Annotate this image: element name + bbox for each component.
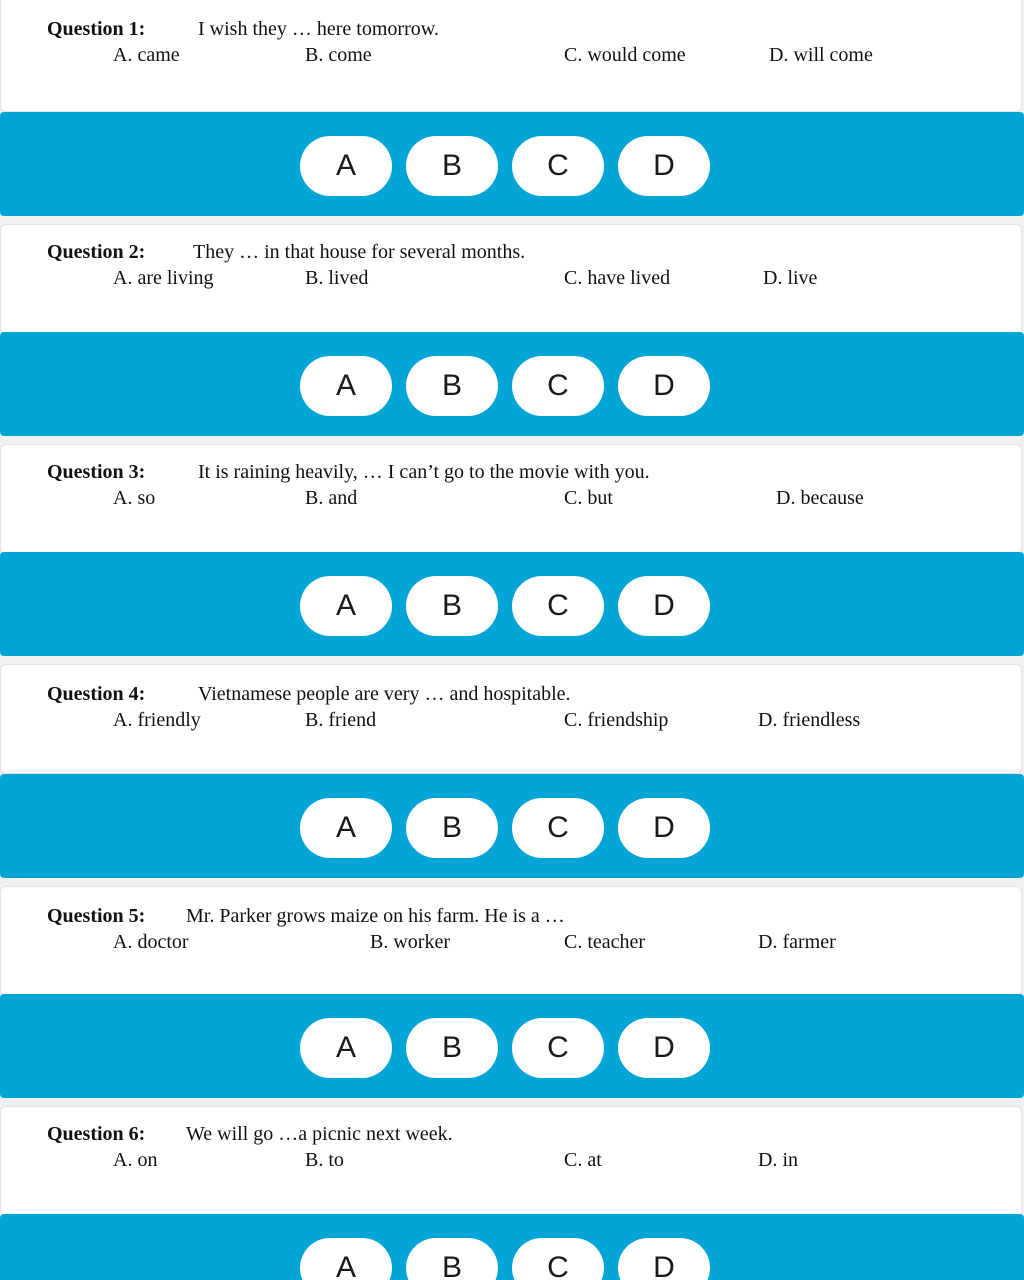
answer-bar-1 <box>0 112 1024 216</box>
question-text: They … in that house for several months. <box>193 241 526 263</box>
option-c: C. teacher <box>564 931 646 953</box>
question-text: I wish they … here tomorrow. <box>198 18 439 40</box>
answer-button-c[interactable]: C <box>512 136 604 196</box>
question-text: It is raining heavily, … I can’t go to the movie with you. <box>198 461 650 483</box>
option-d: D. because <box>776 487 864 509</box>
option-a: A. doctor <box>113 931 189 953</box>
answer-button-c[interactable]: C <box>512 1018 604 1078</box>
answer-bar-3 <box>0 552 1024 656</box>
question-text: We will go …a picnic next week. <box>186 1123 453 1145</box>
answer-button-c[interactable]: C <box>512 1238 604 1280</box>
option-a: A. so <box>113 487 156 509</box>
question-card-5 <box>0 886 1022 996</box>
question-text: Mr. Parker grows maize on his farm. He is a … <box>186 905 565 927</box>
option-b: B. to <box>305 1149 344 1171</box>
option-a: A. came <box>113 44 180 66</box>
answer-button-b[interactable]: B <box>406 136 498 196</box>
question-card-2 <box>0 224 1022 334</box>
answer-bar-6 <box>0 1214 1024 1280</box>
question-label: Question 3: <box>47 461 146 483</box>
option-b: B. come <box>305 44 372 66</box>
answer-button-a[interactable]: A <box>300 576 392 636</box>
answer-button-b[interactable]: B <box>406 576 498 636</box>
answer-bar-5 <box>0 994 1024 1098</box>
answer-button-d[interactable]: D <box>618 1238 710 1280</box>
option-c: C. would come <box>564 44 686 66</box>
option-b: B. lived <box>305 267 369 289</box>
question-text: Vietnamese people are very … and hospitable. <box>198 683 571 705</box>
question-card-3 <box>0 444 1022 554</box>
question-card-6 <box>0 1106 1022 1216</box>
option-a: A. friendly <box>113 709 201 731</box>
option-d: D. live <box>763 267 818 289</box>
answer-button-c[interactable]: C <box>512 798 604 858</box>
answer-button-a[interactable]: A <box>300 1018 392 1078</box>
option-c: C. friendship <box>564 709 669 731</box>
option-b: B. and <box>305 487 358 509</box>
option-a: A. are living <box>113 267 214 289</box>
option-b: B. friend <box>305 709 377 731</box>
question-label: Question 2: <box>47 241 146 263</box>
answer-button-a[interactable]: A <box>300 798 392 858</box>
question-label: Question 5: <box>47 905 146 927</box>
question-label: Question 4: <box>47 683 146 705</box>
option-d: D. friendless <box>758 709 861 731</box>
answer-button-a[interactable]: A <box>300 136 392 196</box>
answer-bar-4 <box>0 774 1024 878</box>
option-d: D. farmer <box>758 931 836 953</box>
option-c: C. have lived <box>564 267 671 289</box>
question-card-1 <box>0 0 1022 112</box>
answer-button-a[interactable]: A <box>300 356 392 416</box>
answer-button-d[interactable]: D <box>618 576 710 636</box>
option-c: C. at <box>564 1149 602 1171</box>
answer-button-c[interactable]: C <box>512 356 604 416</box>
answer-button-d[interactable]: D <box>618 356 710 416</box>
question-label: Question 1: <box>47 18 146 40</box>
option-a: A. on <box>113 1149 158 1171</box>
answer-button-d[interactable]: D <box>618 1018 710 1078</box>
answer-button-b[interactable]: B <box>406 356 498 416</box>
answer-button-d[interactable]: D <box>618 798 710 858</box>
option-d: D. will come <box>769 44 873 66</box>
option-b: B. worker <box>370 931 450 953</box>
question-label: Question 6: <box>47 1123 146 1145</box>
answer-button-a[interactable]: A <box>300 1238 392 1280</box>
answer-button-d[interactable]: D <box>618 136 710 196</box>
answer-bar-2 <box>0 332 1024 436</box>
answer-button-b[interactable]: B <box>406 1238 498 1280</box>
question-card-4 <box>0 664 1022 774</box>
answer-button-b[interactable]: B <box>406 798 498 858</box>
option-d: D. in <box>758 1149 798 1171</box>
option-c: C. but <box>564 487 613 509</box>
answer-button-c[interactable]: C <box>512 576 604 636</box>
answer-button-b[interactable]: B <box>406 1018 498 1078</box>
